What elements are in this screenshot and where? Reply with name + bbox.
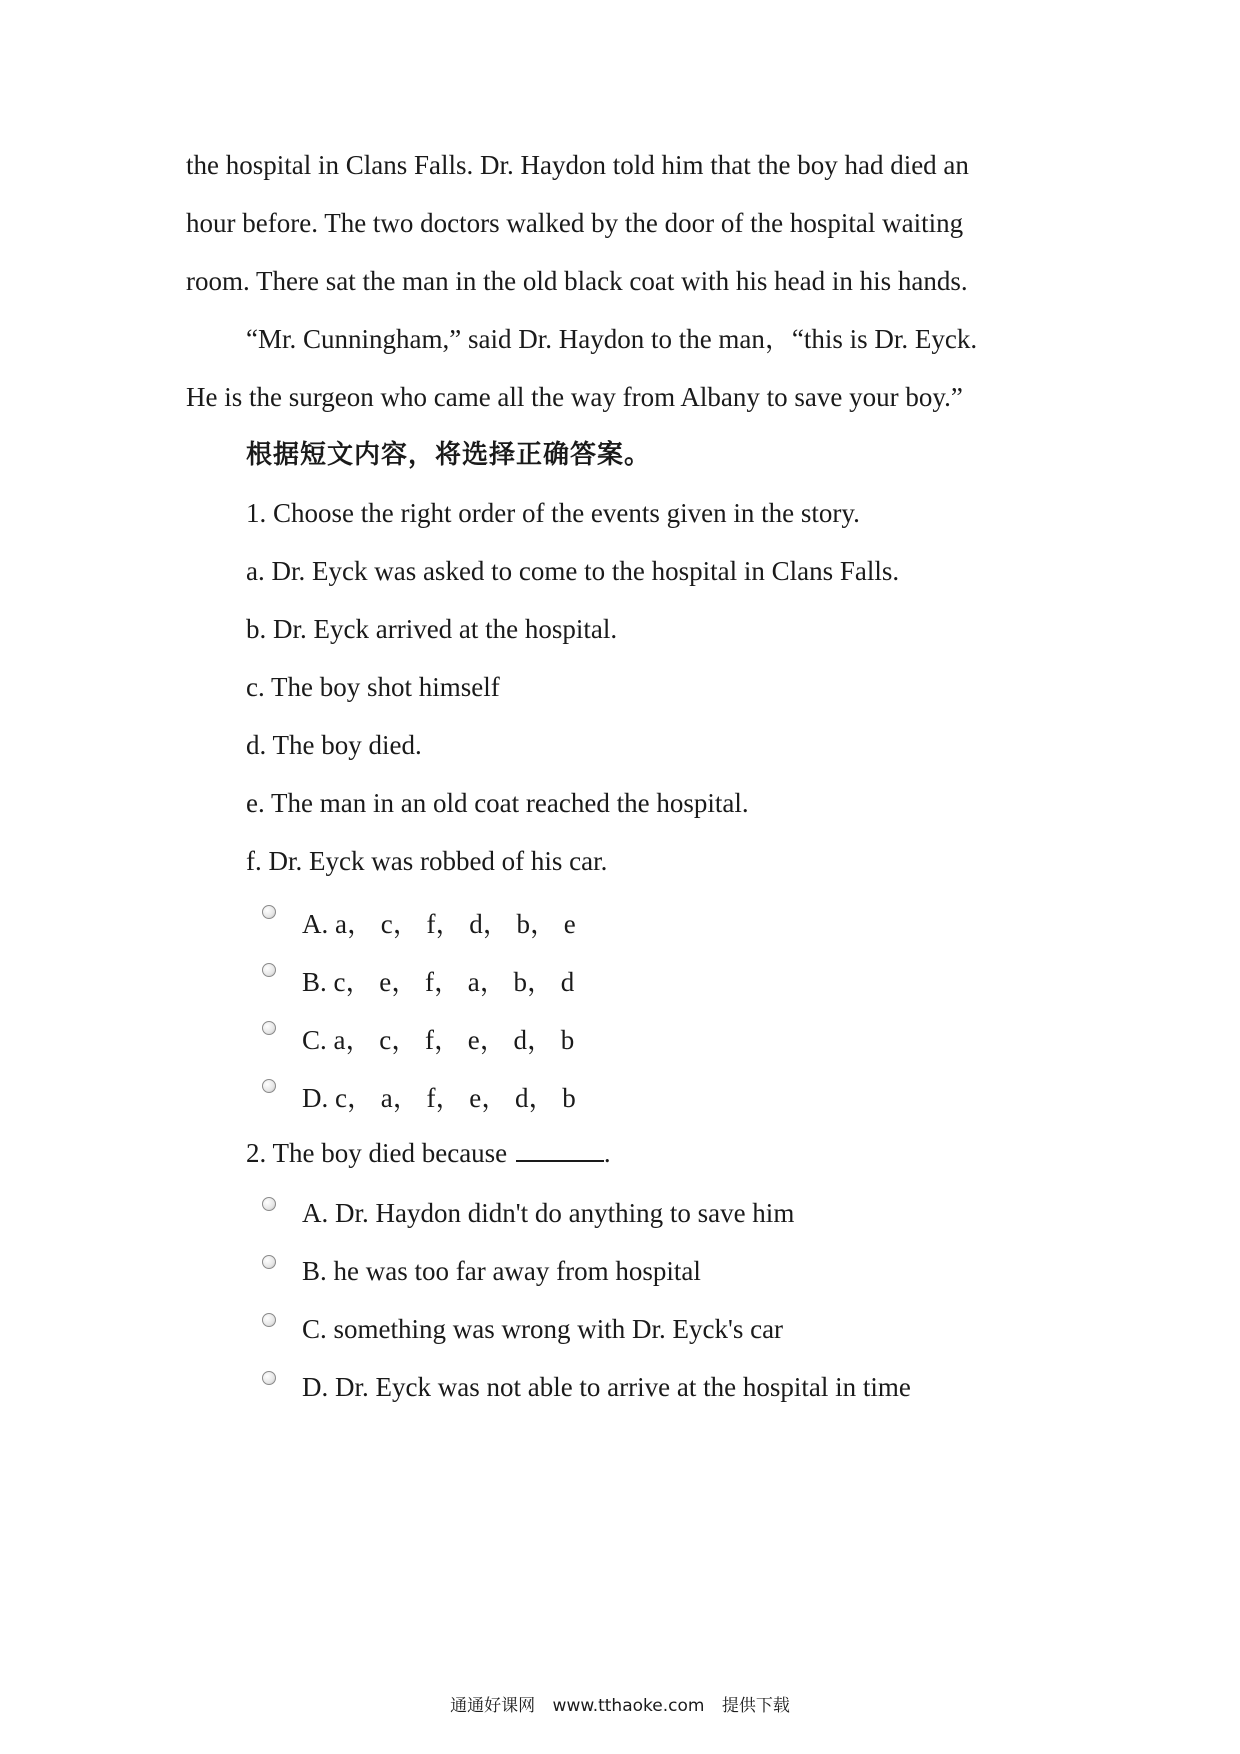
q2-option-c-label: C. something was wrong with Dr. Eyck's car: [302, 1313, 784, 1344]
page-footer: [0, 1691, 1240, 1716]
event-item-c: c. The boy shot himself: [246, 672, 500, 702]
passage-line: “Mr. Cunningham,” said Dr. Haydon to the man，“this is Dr. Eyck.: [246, 324, 978, 354]
q1-option-b-label: B. c， e， f， a， b， d: [302, 966, 575, 997]
event-item-a: a. Dr. Eyck was asked to come to the hospital in Clans Falls.: [246, 556, 900, 586]
passage-line: room. There sat the man in the old black coat with his head in his hands.: [186, 266, 968, 296]
q1-option-a-label: A. a， c， f， d， b， e: [302, 908, 576, 939]
q1-option-a[interactable]: [262, 904, 576, 938]
question-2-stem-text: 2. The boy died because: [246, 1138, 508, 1168]
question-2-stem: [246, 1136, 611, 1170]
q2-option-b-label: B. he was too far away from hospital: [302, 1255, 701, 1286]
radio-button-icon[interactable]: [262, 905, 276, 919]
q1-option-d[interactable]: [262, 1078, 576, 1112]
q1-option-c[interactable]: [262, 1020, 574, 1054]
event-item-d: d. The boy died.: [246, 730, 422, 760]
answer-blank: [516, 1138, 604, 1162]
q2-option-d-label: D. Dr. Eyck was not able to arrive at the hospital in time: [302, 1371, 911, 1402]
footer-note: 提供下载: [721, 1696, 790, 1716]
event-item-f: f. Dr. Eyck was robbed of his car.: [246, 846, 608, 876]
radio-button-icon[interactable]: [262, 1197, 276, 1211]
passage-line: He is the surgeon who came all the way from Albany to save your boy.”: [186, 382, 963, 412]
q2-option-c[interactable]: [262, 1312, 783, 1346]
radio-button-icon[interactable]: [262, 1255, 276, 1269]
radio-button-icon[interactable]: [262, 1371, 276, 1385]
passage-line: the hospital in Clans Falls. Dr. Haydon told him that the boy had died an: [186, 150, 969, 180]
q2-option-a-label: A. Dr. Haydon didn't do anything to save him: [302, 1197, 795, 1228]
q2-option-b[interactable]: [262, 1254, 701, 1288]
q1-option-b[interactable]: [262, 962, 574, 996]
radio-button-icon[interactable]: [262, 1079, 276, 1093]
passage-line: hour before. The two doctors walked by the door of the hospital waiting: [186, 208, 964, 238]
footer-site-name: 通通好课网: [450, 1696, 536, 1716]
event-item-e: e. The man in an old coat reached the hospital.: [246, 788, 749, 818]
q1-option-c-label: C. a， c， f， e， d， b: [302, 1024, 575, 1055]
q2-option-a[interactable]: [262, 1196, 794, 1230]
question-1-stem: 1. Choose the right order of the events given in the story.: [246, 498, 860, 528]
instruction-heading: 根据短文内容，将选择正确答案。: [246, 440, 652, 470]
footer-url: www.tthaoke.com: [552, 1696, 705, 1716]
radio-button-icon[interactable]: [262, 1021, 276, 1035]
radio-button-icon[interactable]: [262, 1313, 276, 1327]
radio-button-icon[interactable]: [262, 963, 276, 977]
event-item-b: b. Dr. Eyck arrived at the hospital.: [246, 614, 618, 644]
q1-option-d-label: D. c， a， f， e， d， b: [302, 1082, 576, 1113]
q2-option-d[interactable]: [262, 1370, 911, 1404]
question-2-stem-end: .: [603, 1138, 611, 1168]
